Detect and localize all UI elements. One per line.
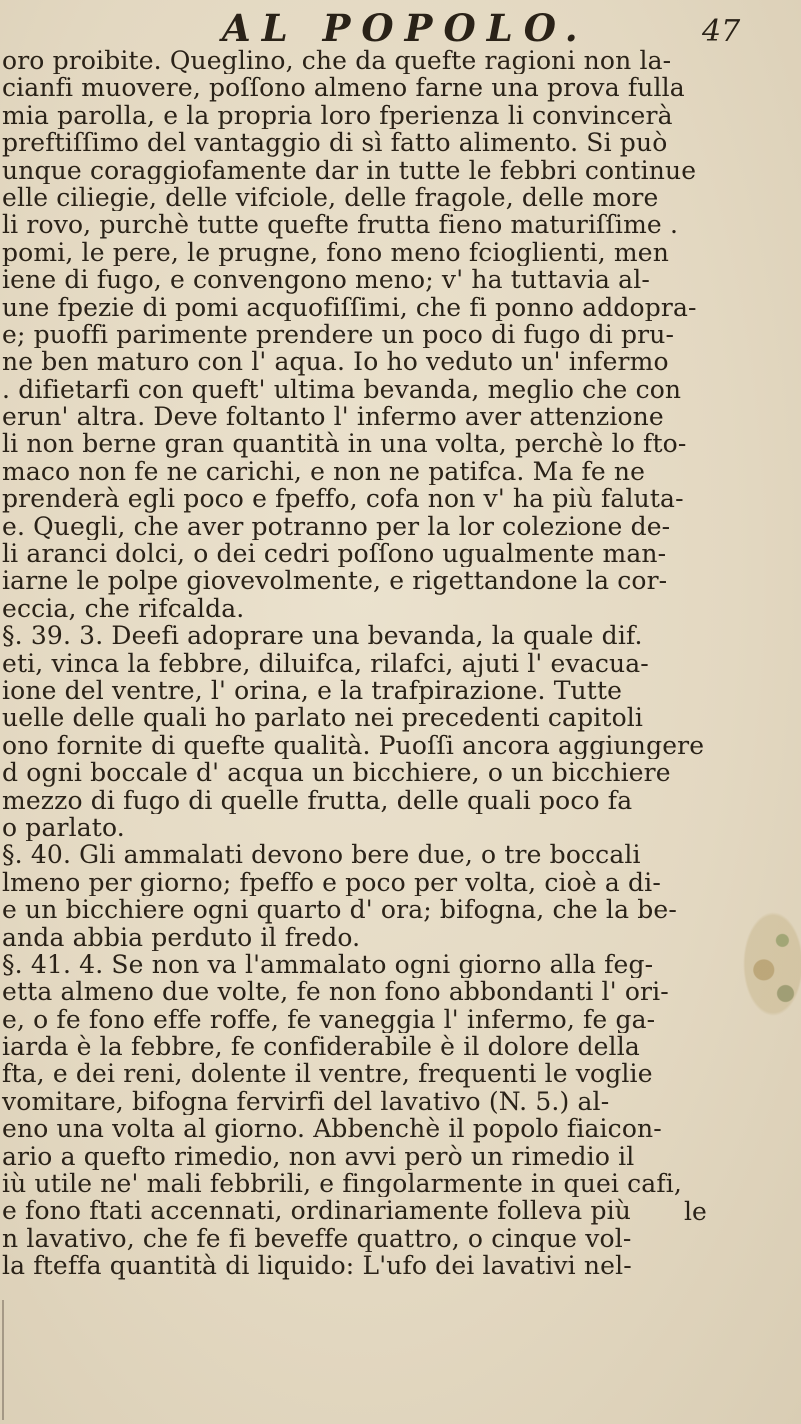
text-line: §. 41. 4. Se non va l'ammalato ogni giorno alla feg- <box>2 950 654 979</box>
text-line: preftiſſimo del vantaggio di sì fatto alimento. Si può <box>2 129 668 157</box>
page-number: 47 <box>702 14 741 49</box>
text-line: e un bicchiere ogni quarto d' ora; bifogna, che la be- <box>2 896 677 924</box>
text-line: o parlato. <box>2 813 125 842</box>
text-line: anda abbia perduto il fredo. <box>2 923 361 951</box>
text-line: e. Quegli, che aver potranno per la lor colezione de- <box>2 512 671 541</box>
text-line: etta almeno due volte, fe non fono abbondanti l' ori- <box>2 978 669 1006</box>
text-line: lmeno per giorno; fpeffo e poco per volta, cioè a di- <box>2 868 661 897</box>
text-line: d ogni boccale d' acqua un bicchiere, o un bicchiere <box>2 759 671 787</box>
text-line: une fpezie di pomi acquofiſſimi, che fi ponno addopra- <box>2 293 697 321</box>
text-line: prenderà egli poco e fpeffo, cofa non v' ha più faluta- <box>2 485 684 513</box>
text-line: iarda è la febbre, fe confiderabile è il dolore della <box>2 1033 640 1061</box>
text-line: uelle delle quali ho parlato nei precedenti capitoli <box>2 704 644 732</box>
text-line: la fteffa quantità di liquido: L'ufo dei lavativi nel- <box>2 1252 632 1280</box>
text-line: mezzo di fugo di quelle frutta, delle quali poco fa <box>2 786 633 814</box>
text-line: elle ciliegie, delle vifciole, delle fragole, delle more <box>2 183 659 212</box>
text-line: §. 40. Gli ammalati devono bere due, o tre boccali <box>2 841 641 869</box>
text-line: cianfi muovere, poſſono almeno farne una prova fulla <box>2 74 685 102</box>
text-line: iarne le polpe giovevolmente, e rigettandone la cor- <box>2 567 668 595</box>
catchword-area <box>0 1197 801 1227</box>
text-line: e, o fe fono effe roffe, fe vaneggia l' infermo, fe ga- <box>2 1005 656 1034</box>
body-text <box>0 47 801 1280</box>
text-line: li rovo, purchè tutte quefte frutta fieno maturiſſime . <box>2 211 679 239</box>
text-line: §. 39. 3. Deefi adoprare una bevanda, la quale dif. <box>2 622 643 650</box>
text-line: li non berne gran quantità in una volta, perchè lo fto- <box>2 430 687 458</box>
text-line: vomitare, bifogna fervirfi del lavativo (N. 5.) al- <box>2 1087 610 1116</box>
text-line: . difietarfi con queft' ultima bevanda, meglio che con <box>2 375 682 404</box>
text-line: eti, vinca la febbre, diluifca, rilafci, ajuti l' evacua- <box>2 649 649 677</box>
text-line: ione del ventre, l' orina, e la trafpirazione. Tutte <box>2 676 623 705</box>
text-line: ono fornite di quefte qualità. Puoſſi ancora aggiungere <box>2 731 705 760</box>
text-line: iù utile ne' mali febbrili, e fingolarmente in quei cafi, <box>2 1170 682 1198</box>
text-line: pomi, le pere, le prugne, fono meno fcioglienti, men <box>2 238 669 267</box>
text-line: maco non fe ne carichi, e non ne patifca. Ma fe ne <box>2 457 646 486</box>
text-line: eno una volta al giorno. Abbenchè il popolo fiaicon- <box>2 1115 662 1143</box>
text-line: e fono ftati accennati, ordinariamente folleva più <box>2 1197 631 1225</box>
text-line: n lavativo, che fe fi beveffe quattro, o cinque vol- <box>2 1224 632 1253</box>
text-line: erun' altra. Deve foltanto l' infermo aver attenzione <box>2 403 664 431</box>
text-line: oro proibite. Queglino, che da quefte ragioni non la- <box>2 47 672 75</box>
text-line: unque coraggiofamente dar in tutte le febbri continue <box>2 156 697 184</box>
running-title: AL POPOLO. <box>222 6 589 50</box>
text-line: li aranci dolci, o dei cedri poſſono ugualmente man- <box>2 540 667 568</box>
text-line: mia parolla, e la propria loro fperienza li convincerà <box>2 101 673 130</box>
text-line: eccia, che rifcalda. <box>2 594 245 623</box>
text-line: iene di fugo, e convengono meno; v' ha tuttavia al- <box>2 266 650 294</box>
catchword: le <box>684 1197 707 1226</box>
text-line: ne ben maturo con l' aqua. Io ho veduto un' infermo <box>2 348 669 376</box>
text-line: ario a quefto rimedio, non avvi però un rimedio il <box>2 1142 635 1171</box>
binding-edge <box>2 1300 4 1420</box>
text-line: e; puoffi parimente prendere un poco di fugo di pru- <box>2 320 675 349</box>
page-header <box>0 2 801 50</box>
text-line: fta, e dei reni, dolente il ventre, frequenti le voglie <box>2 1060 653 1088</box>
